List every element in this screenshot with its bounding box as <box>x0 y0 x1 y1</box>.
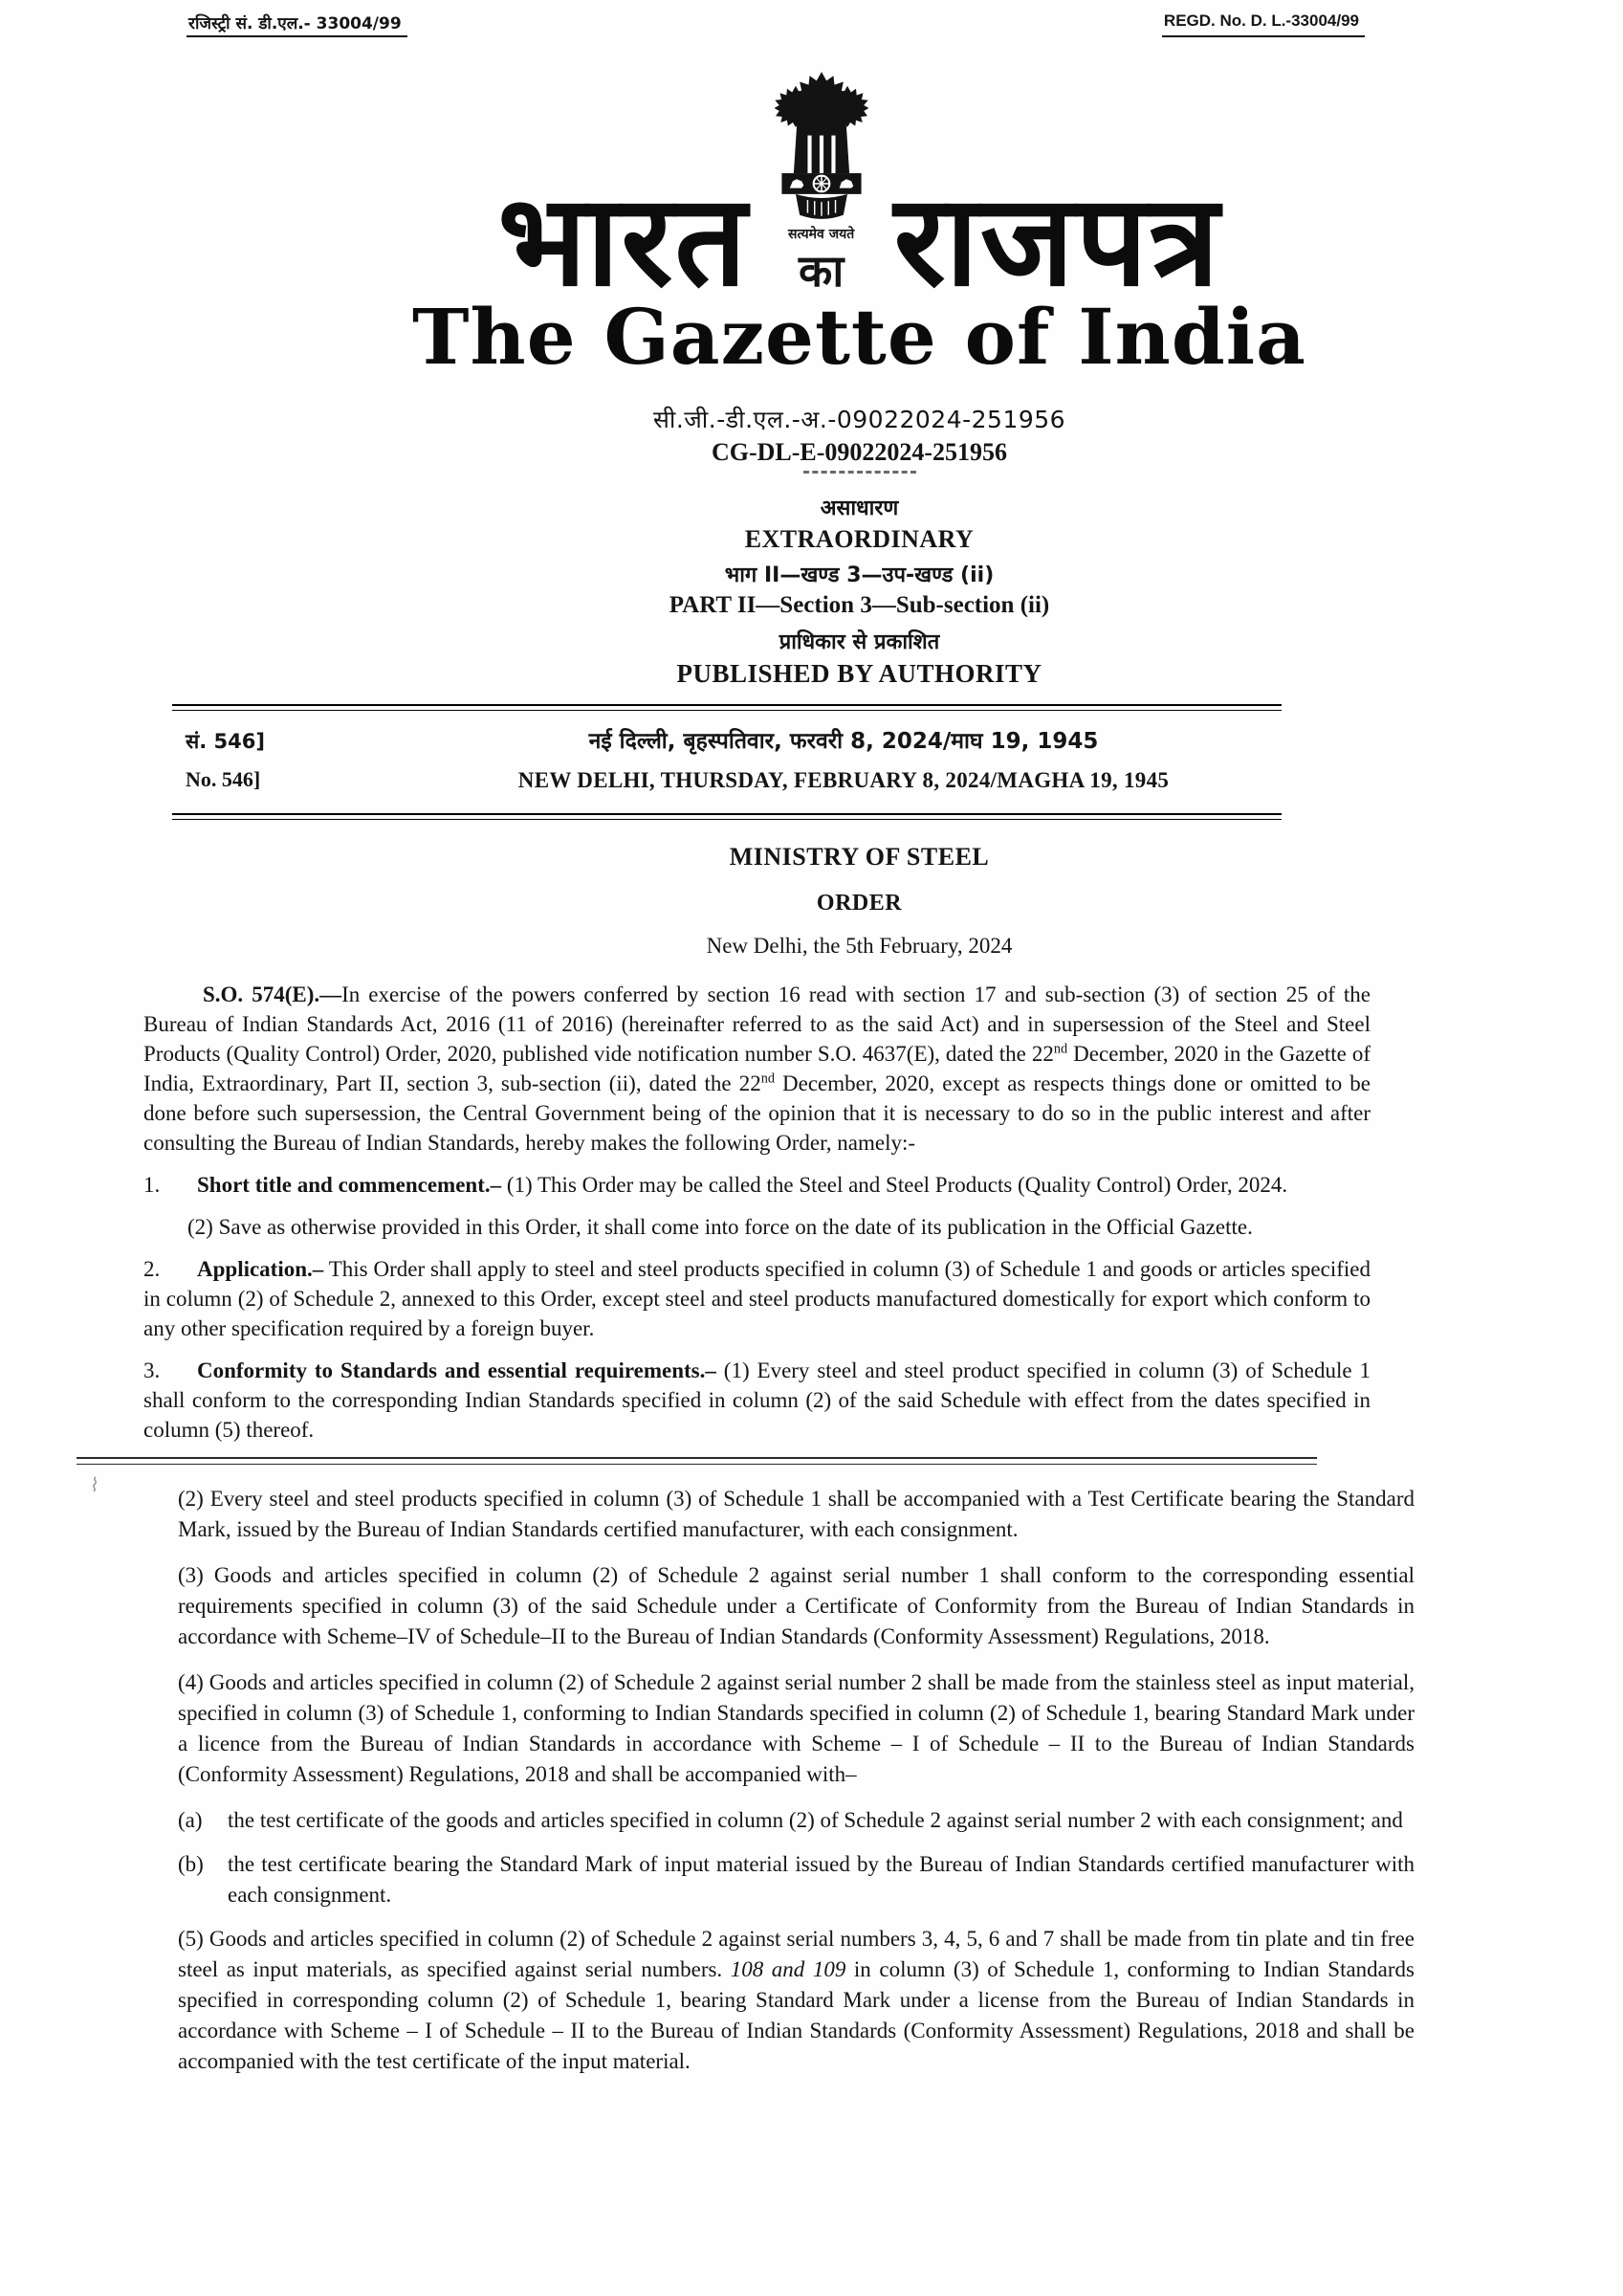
section-text: (1) Every steel and steel product specified in column (3) of Schedule 1 shall conform to the corresponding Indian Standards specified in column (2) of the said Schedule with effect from the dates specified in column (5) thereof. <box>143 1358 1371 1442</box>
clause-3-3: (3) Goods and articles specified in column (2) of Schedule 2 against serial number 1 shall conform to the corresponding essential requirements specified in column (3) of the said Schedule under a Certificate of Conformity from the Bureau of Indian Standards in accordance with Scheme–IV of Schedule–II to the Bureau of Indian Standards (Conformity Assessment) Regulations, 2018. <box>178 1562 1415 1648</box>
section-number: 3. <box>143 1358 161 1382</box>
list-item-text: the test certificate of the goods and articles specified in column (2) of Schedule 2 against serial number 2 with each consignment; and <box>228 1807 1403 1832</box>
ministry-name: MINISTRY OF STEEL <box>729 842 990 871</box>
section-title: Conformity to Standards and essential requirements.– <box>197 1358 716 1382</box>
lion-capital-emblem-icon <box>772 70 871 223</box>
issue-number-english: No. 546] <box>186 766 261 791</box>
gazette-title-english: The Gazette of India <box>412 292 1306 382</box>
issue-date-hindi: नई दिल्ली, बृहस्पतिवार, फरवरी 8, 2024/माघ 19, 1945 <box>588 729 1099 755</box>
clause-3-2: (2) Every steel and steel products specified in column (3) of Schedule 1 shall be accompanied with a Test Certificate bearing the Standard Mark, issued by the Bureau of Indian Standards certified manufacturer, with each consignment. <box>178 1486 1415 1541</box>
part-section-english: PART II—Section 3—Sub-section (ii) <box>669 592 1050 619</box>
emblem-motto: सत्यमेव जयते <box>788 227 855 242</box>
ministry-heading-block <box>48 843 1623 959</box>
so-text: December, 2020 in the Gazette of India, Extraordinary, Part II, section 3, sub-section (ii), dated the 22 <box>143 1041 1371 1095</box>
part-section-hindi: भाग II—खण्ड 3—उप-खण्ड (ii) <box>724 563 995 588</box>
extraordinary-hindi: असाधारण <box>820 496 899 520</box>
authority-hindi: प्राधिकार से प्रकाशित <box>779 629 940 654</box>
emblem-block <box>768 70 875 297</box>
section-title: Application.– <box>197 1256 324 1281</box>
cg-code-english: CG-DL-E-09022024-251956 <box>711 437 1008 466</box>
ordinal-superscript: nd <box>1053 1041 1068 1057</box>
cg-code-underline-dashes <box>803 471 916 474</box>
scan-artifact: ⌇ <box>88 1474 101 1497</box>
order-body-page2 <box>178 1484 1415 2077</box>
issue-date <box>339 722 1282 800</box>
page-break-rule <box>77 1457 1317 1465</box>
masthead-word-bharat: भारत <box>497 167 749 316</box>
masthead <box>48 70 1623 382</box>
masthead-word-rajpatra: राजपत्र <box>893 167 1221 316</box>
order-place-date: New Delhi, the 5th February, 2024 <box>706 933 1013 958</box>
cg-code-block <box>48 403 1623 474</box>
section-2 <box>143 1254 1371 1343</box>
order-heading: ORDER <box>816 890 903 916</box>
section-text: (1) This Order may be called the Steel and Steel Products (Quality Control) Order, 2024. <box>501 1172 1288 1197</box>
clause-3-4: (4) Goods and articles specified in column (2) of Schedule 2 against serial number 2 shall be made from the stainless steel as input material, specified in column (3) of Schedule 1, conforming to Indian Standards specified in column (2) of Schedule 1, bearing Standard Mark under a licence from the Bureau of Indian Standards in accordance with Scheme – I of Schedule – II to the Bureau of Indian Standards (Conformity Assessment) Regulations, 2018 and shall be accompanied with– <box>178 1669 1415 1786</box>
issue-box-bottom-rule <box>172 813 1282 820</box>
section-text: This Order shall apply to steel and steel products specified in column (3) of Schedule 1 and goods or articles specified in column (2) of Schedule 2, annexed to this Order, except steel and steel products manufactured domestically for export which conform to any other specification required by a foreign buyer. <box>143 1256 1371 1340</box>
registration-number-english: REGD. No. D. L.-33004/99 <box>1162 11 1365 37</box>
clause-text: in column (3) of Schedule 1, conforming to Indian Standards specified in corresponding column (2) of Schedule 1, bearing Standard Mark under a license from the Bureau of Indian Standards in accordance with Scheme – I of Schedule – II to the Bureau of Indian Standards (Conformity Assessment) Regulations, 2018 and shall be accompanied with the test certificate of the input material. <box>178 1956 1415 2073</box>
so-text: December, 2020, except as respects things done or omitted to be done before such supersession, the Central Government being of the opinion that it is necessary to do so in the public interest and after consulting the Bureau of Indian Standards, hereby makes the following Order, namely:- <box>143 1071 1371 1155</box>
clause-text-italic: 108 and 109 <box>730 1956 846 1981</box>
paragraph-so-574 <box>143 980 1371 1158</box>
order-body-page1 <box>143 980 1371 1445</box>
extraordinary-english: EXTRAORDINARY <box>744 524 975 553</box>
authority-english: PUBLISHED BY AUTHORITY <box>676 658 1042 688</box>
ordinal-superscript: nd <box>760 1071 775 1087</box>
section-1-subclause-2: (2) Save as otherwise provided in this Order, it shall come into force on the date of its publication in the Official Gazette. <box>187 1214 1253 1239</box>
list-item-label: (b) <box>178 1851 204 1876</box>
section-1 <box>143 1170 1371 1200</box>
section-number: 2. <box>143 1256 161 1281</box>
issue-number-hindi: सं. 546] <box>186 729 265 753</box>
section-title: Short title and commencement.– <box>197 1172 502 1197</box>
section-3 <box>143 1356 1371 1445</box>
registration-number-hindi: रजिस्ट्री सं. डी.एल.- 33004/99 <box>186 11 407 37</box>
so-number: S.O. 574(E).— <box>203 982 342 1006</box>
clause-3-5 <box>178 1924 1415 2077</box>
issue-number <box>172 723 339 800</box>
masthead-word-ka: का <box>799 245 844 297</box>
list-item-text: the test certificate bearing the Standard Mark of input material issued by the Bureau of Indian Standards certified manufacturer with each consignment. <box>228 1851 1415 1907</box>
list-item-b <box>178 1849 1415 1910</box>
clause-text: (5) Goods and articles specified in column (2) of Schedule 2 against serial numbers 3, 4, 5, 6 and 7 shall be made from tin plate and tin free steel as input materials, as specified against serial numbers. <box>178 1926 1415 1981</box>
cg-code-hindi: सी.जी.-डी.एल.-अ.-09022024-251956 <box>652 405 1066 433</box>
list-item-label: (a) <box>178 1807 203 1832</box>
section-number: 1. <box>143 1172 161 1197</box>
issue-box-top-rule <box>172 704 1282 711</box>
publication-heading-block <box>48 497 1623 690</box>
list-item-a <box>178 1805 1415 1836</box>
issue-date-english: NEW DELHI, THURSDAY, FEBRUARY 8, 2024/MAGHA 19, 1945 <box>517 767 1170 792</box>
issue-box <box>172 704 1282 820</box>
registration-bar <box>0 0 1623 37</box>
so-text: In exercise of the powers conferred by section 16 read with section 17 and sub-section (3) of section 25 of the Bureau of Indian Standards Act, 2016 (11 of 2016) (hereinafter referred to as the said Act) and in supersession of the Steel and Steel Products (Quality Control) Order, 2020, published vide notification number S.O. 4637(E), dated the 22 <box>143 982 1371 1066</box>
